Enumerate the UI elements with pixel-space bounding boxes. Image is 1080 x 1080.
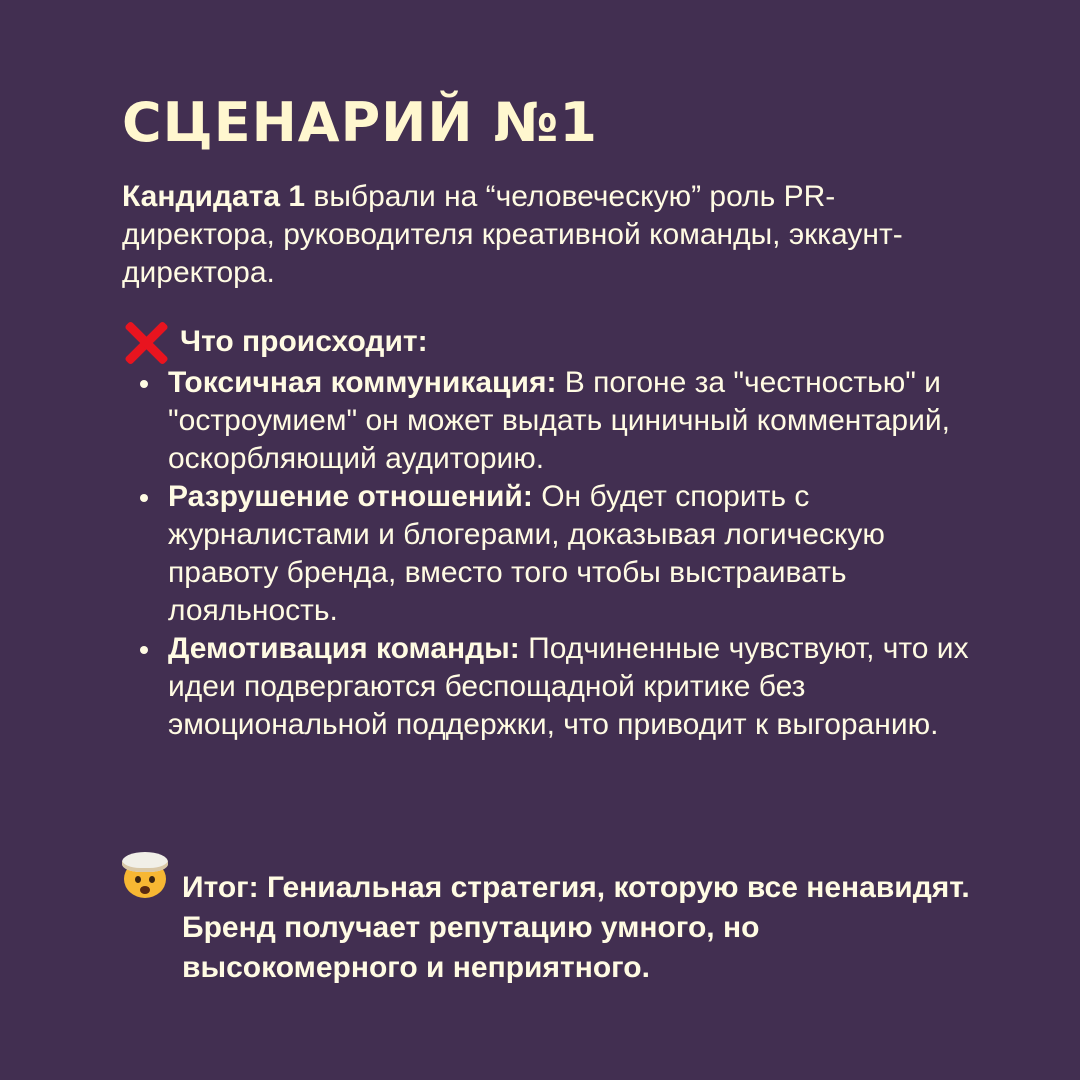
bullet-list xyxy=(138,364,998,744)
list-item xyxy=(138,478,998,630)
section-heading-label: Что происходит: xyxy=(180,325,428,358)
list-item-bold: Разрушение отношений: xyxy=(168,480,533,513)
intro-bold: Кандидата 1 xyxy=(122,180,306,213)
intro-text: выбрали на “человеческую” роль PR-директора, руководителя креативной команды, эккаунт-директора. xyxy=(122,180,903,289)
list-item-text: Он будет спорить с журналистами и блогерами, доказывая логическую правоту бренда, вместо того чтобы выстраивать лояльность. xyxy=(168,480,885,627)
list-item-text: В погоне за "честностью" и "остроумием" он может выдать циничный комментарий, оскорбляющий аудиторию. xyxy=(168,366,950,475)
intro-paragraph xyxy=(122,178,942,292)
page-title: СЦЕНАРИЙ №1 xyxy=(122,91,598,154)
summary xyxy=(122,850,1002,988)
list-item-bold: Демотивация команды: xyxy=(168,632,520,665)
list-item-bold: Токсичная коммуникация: xyxy=(168,366,557,399)
summary-text: Итог: Гениальная стратегия, которую все ненавидят. Бренд получает репутацию умного, но высокомерного и неприятного. xyxy=(182,871,970,984)
cross-mark-icon xyxy=(122,318,170,366)
list-item-text: Подчиненные чувствуют, что их идеи подвергаются беспощадной критике без эмоциональной поддержки, что приводит к выгоранию. xyxy=(168,632,969,741)
exploding-head-icon xyxy=(122,852,168,898)
section-heading xyxy=(122,318,428,366)
list-item xyxy=(138,364,998,478)
list-item xyxy=(138,630,998,744)
